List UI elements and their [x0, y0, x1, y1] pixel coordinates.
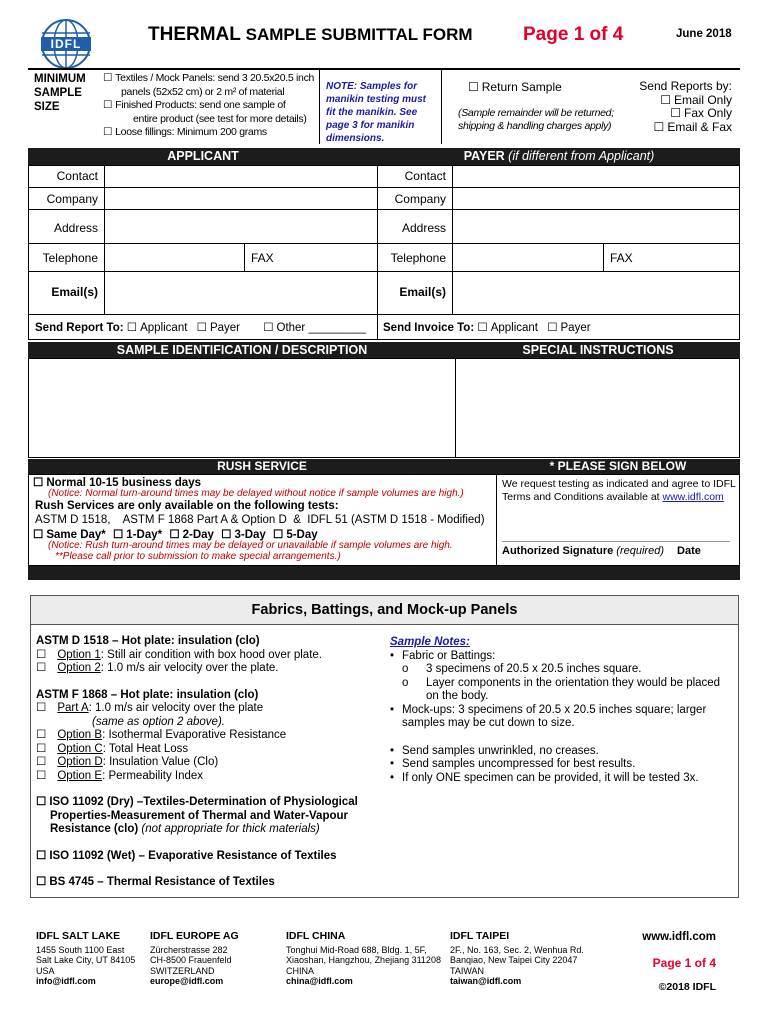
- f1868-optionB[interactable]: [36, 729, 376, 743]
- office-address-2: Salt Lake City, UT 84105: [36, 955, 136, 965]
- iso-wet-label: ISO 11092 (Wet) – Evaporative Resistance of Textiles: [49, 849, 337, 862]
- rush-options: [33, 527, 318, 541]
- office-address-1: Tonghui Mid-Road 688, Bldg. 1, 5F,: [286, 944, 427, 955]
- applicant-fax-label: FAX: [251, 251, 274, 265]
- report-fax-label: Fax Only: [683, 106, 732, 120]
- min-label-3: SIZE: [34, 101, 60, 113]
- send-invoice-applicant[interactable]: [477, 322, 538, 334]
- applicant-address-field[interactable]: [106, 210, 376, 242]
- office-address-1: 1455 South 1100 East: [36, 944, 125, 955]
- office-address-2: Banqiao, New Taipei City 22047: [450, 955, 578, 965]
- send-reports: [620, 80, 732, 134]
- sample-id-field[interactable]: [28, 358, 456, 458]
- optE-text: : Permeability Index: [102, 769, 204, 782]
- signature-required: (required): [616, 545, 664, 557]
- sign-agreement-text: [502, 478, 738, 504]
- optB-label: Option B: [57, 729, 103, 741]
- loose-fillings-checkbox[interactable]: [103, 126, 314, 140]
- return-sample-checkbox[interactable]: [468, 80, 562, 94]
- item3: Loose fillings: Minimum 200 grams: [115, 126, 267, 138]
- applicant-telephone-label: Telephone: [42, 251, 98, 265]
- send-invoice-label: Send Invoice To:: [383, 322, 475, 334]
- finished-products-checkbox[interactable]: [103, 99, 314, 113]
- office-china: [286, 931, 441, 987]
- rush-service-header: RUSH SERVICE: [28, 459, 496, 474]
- footer-website[interactable]: www.idfl.com: [642, 931, 716, 943]
- footer-page-number: Page 1 of 4: [652, 956, 716, 970]
- signature-labels: [502, 545, 701, 557]
- office-address-1: Zürcherstrasse 282: [150, 944, 228, 955]
- office-salt-lake: [36, 931, 135, 987]
- send-report-to: [35, 320, 366, 334]
- si-payer-label: Payer: [560, 322, 591, 334]
- partA-text: : 1.0 m/s air velocity over the plate: [88, 702, 264, 714]
- f1868-optionE[interactable]: [36, 770, 376, 784]
- d1518-opt2-text: : 1.0 m/s air velocity over the plate.: [100, 662, 279, 674]
- d1518-opt2-label: Option 2: [57, 662, 101, 674]
- report-email-label: Email Only: [673, 92, 732, 107]
- sign-text-2: Terms and Conditions available at: [502, 491, 663, 503]
- optD-label: Option D: [57, 756, 103, 768]
- office-country: TAIWAN: [450, 965, 484, 976]
- iso-dry-l3: Resistance (clo): [50, 823, 139, 835]
- footer-copyright: ©2018 IDFL: [658, 981, 716, 993]
- d1518-opt1-label: Option 1: [57, 648, 101, 661]
- rush-only-text: Rush Services are only available on the following tests:: [35, 500, 339, 512]
- sr-other-label: Other _________: [276, 322, 367, 334]
- f1868-optionC[interactable]: [36, 743, 376, 757]
- send-report-other[interactable]: [263, 322, 366, 334]
- payer-contact-field[interactable]: [454, 166, 738, 186]
- rush-5-label: 5-Day: [286, 529, 318, 541]
- form-date: June 2018: [676, 28, 732, 40]
- send-invoice-to: [383, 320, 591, 334]
- office-email[interactable]: europe@idfl.com: [150, 976, 224, 986]
- office-email[interactable]: china@idfl.com: [286, 976, 353, 986]
- office-name: IDFL CHINA: [286, 930, 346, 942]
- send-reports-label: Send Reports by:: [639, 79, 732, 93]
- minimum-sample-size-label: [34, 72, 86, 114]
- payer-contact-label: Contact: [404, 169, 446, 183]
- report-email-fax-label: Email & Fax: [667, 119, 732, 134]
- office-name: IDFL SALT LAKE: [36, 930, 121, 942]
- manikin-note: NOTE: Samples for manikin testing must fit the manikin. See page 3 for manikin dimensions.: [326, 81, 427, 144]
- payer-telephone-label: Telephone: [390, 251, 446, 265]
- optC-label: Option C: [57, 742, 103, 755]
- partA-note: (same as option 2 above).: [92, 715, 225, 728]
- report-option-email[interactable]: [620, 94, 732, 108]
- title-rest: SAMPLE SUBMITTAL FORM: [240, 25, 473, 44]
- f1868-title: ASTM F 1868 – Hot plate: insulation (clo): [36, 688, 259, 701]
- note-unwrinkled: Send samples unwrinkled, no creases.: [402, 744, 599, 757]
- rush-same-label: Same Day*: [46, 529, 106, 541]
- optC-text: : Total Heat Loss: [102, 742, 189, 755]
- optD-text: : Insulation Value (Clo): [102, 756, 219, 768]
- fabrics-title: Fabrics, Battings, and Mock-up Panels: [30, 595, 739, 625]
- signature-date-label: Date: [677, 545, 701, 557]
- header-divider: [28, 68, 740, 70]
- send-report-applicant[interactable]: [127, 322, 188, 334]
- office-name: IDFL TAIPEI: [450, 930, 510, 942]
- payer-address-label: Address: [401, 221, 446, 235]
- applicant-emails-label: Email(s): [51, 285, 98, 299]
- report-option-fax[interactable]: [620, 107, 732, 121]
- rush-call-notice: **Please call prior to submission to make special arrangements.): [55, 551, 341, 562]
- bs4745-label: BS 4745 – Thermal Resistance of Textiles: [49, 876, 275, 888]
- optE-label: Option E: [57, 769, 103, 782]
- office-address-1: 2F., No. 163, Sec. 2, Wenhua Rd.: [450, 944, 584, 955]
- office-country: SWITZERLAND: [150, 965, 215, 976]
- logo-text: IDFL: [50, 37, 82, 51]
- applicant-fax-field[interactable]: [280, 244, 376, 270]
- rush-normal-notice: (Notice: Normal turn-around times may be delayed without notice if sample volumes are high.): [48, 488, 464, 499]
- iso-dry-checkbox[interactable]: [36, 796, 376, 810]
- d1518-title: ASTM D 1518 – Hot plate: insulation (clo): [36, 635, 260, 647]
- iso-wet-checkbox[interactable]: [36, 850, 376, 864]
- payer-address-field[interactable]: [454, 210, 738, 242]
- partA-label: Part A: [57, 702, 89, 714]
- rush-tests-list: ASTM D 1518, ASTM F 1868 Part A & Option D & IDFL 51 (ASTM D 1518 - Modified): [35, 514, 485, 526]
- d1518-option2[interactable]: [36, 662, 376, 676]
- applicant-address-label: Address: [53, 221, 98, 235]
- return-sample-note: (Sample remainder will be returned; shipping & handling charges apply): [458, 107, 614, 132]
- applicant-company-field[interactable]: [106, 188, 376, 208]
- sr-payer-label: Payer: [209, 322, 240, 334]
- test-options-left: [36, 635, 376, 890]
- rush-normal-label: Normal 10-15 business days: [46, 477, 201, 489]
- iso-dry-l1: ISO 11092 (Dry) –Textiles-Determination of Physiological: [49, 796, 358, 808]
- note-fabric-b: Layer components in the orientation they would be placed on the body.: [426, 676, 721, 702]
- send-report-payer[interactable]: [197, 322, 240, 334]
- payer-header-note: (if different from Applicant): [508, 149, 655, 163]
- sign-text-1: We request testing as indicated and agree to IDFL: [502, 478, 736, 490]
- payer-fax-label: FAX: [610, 251, 633, 265]
- sample-notes-title: Sample Notes:: [390, 636, 470, 648]
- title-main: THERMAL: [148, 24, 241, 45]
- applicant-header: APPLICANT: [28, 148, 378, 165]
- item2-l2: entire product (see test for more details): [133, 112, 307, 125]
- app-fax-divider: [244, 243, 245, 271]
- f1868-optionD[interactable]: [36, 756, 376, 770]
- rush-notice: (Notice: Rush turn-around times may be delayed or unavailable if sample volumes are high.: [48, 540, 453, 551]
- textiles-checkbox[interactable]: [103, 72, 314, 86]
- signature-field[interactable]: [502, 528, 730, 542]
- note-uncompressed: Send samples uncompressed for best results.: [402, 758, 636, 770]
- signature-label: Authorized Signature: [502, 545, 614, 557]
- item2-l1: Finished Products: send one sample of: [115, 99, 286, 111]
- office-country: CHINA: [286, 965, 315, 976]
- iso-dry-l2: Properties-Measurement of Thermal and Water-Vapour: [50, 809, 349, 822]
- applicant-contact-label: Contact: [56, 169, 98, 183]
- payer-company-label: Company: [394, 192, 446, 206]
- idfl-logo: [40, 18, 92, 70]
- send-report-label: Send Report To:: [35, 322, 124, 334]
- f1868-partA[interactable]: [36, 702, 376, 716]
- note-fabric-a: 3 specimens of 20.5 x 20.5 inches square.: [426, 663, 642, 675]
- note-mockups: Mock-ups: 3 specimens of 20.5 x 20.5 inches square; larger samples may be cut down to size.: [402, 703, 707, 729]
- idfl-terms-link[interactable]: www.idfl.com: [662, 491, 724, 503]
- section-divider-bar: [28, 566, 740, 580]
- page-number: Page 1 of 4: [523, 24, 624, 45]
- applicant-company-label: Company: [46, 192, 98, 206]
- special-instructions-field[interactable]: [455, 358, 740, 458]
- office-address-2: CH-8500 Frauenfeld: [150, 955, 232, 965]
- office-email[interactable]: taiwan@idfl.com: [450, 976, 522, 986]
- app-row-5: [28, 314, 378, 315]
- office-email[interactable]: info@idfl.com: [36, 976, 96, 986]
- bs4745-checkbox[interactable]: [36, 876, 376, 890]
- applicant-emails-field[interactable]: [106, 272, 376, 313]
- rush-sign-divider: [496, 474, 497, 566]
- applicant-contact-field[interactable]: [106, 166, 376, 186]
- return-sample-label: Return Sample: [481, 80, 562, 94]
- min-label-1: MINIMUM: [34, 73, 86, 85]
- payer-fax-field[interactable]: [640, 244, 738, 270]
- office-name: IDFL EUROPE AG: [150, 930, 239, 942]
- office-address-2: Xiaoshan, Hangzhou, Zhejiang 311208: [286, 955, 441, 965]
- min-label-2: SAMPLE: [34, 87, 82, 99]
- minimum-options: [103, 72, 314, 140]
- rush-2-label: 2-Day: [182, 529, 214, 541]
- payer-header-label: PAYER: [463, 149, 505, 163]
- item1-l2: panels (52x52 cm) or 2 m² of material: [121, 85, 285, 98]
- sr-applicant-label: Applicant: [140, 322, 188, 334]
- optB-text: : Isothermal Evaporative Resistance: [102, 729, 287, 741]
- report-option-email-fax[interactable]: [620, 121, 732, 135]
- sample-notes: Sample Notes: • Fabric or Battings: o 3 specimens of 20.5 x 20.5 inches square. o Layer components in the orientation they would be placed on the body. • Mock-ups: 3 specimens of 20.5 x 20.5 inches square; larger samples may be cut down to size. • Send samples unwrinkled, no creases. • Send samples uncompressed for best results. • If only ONE specimen can be provided, it will be tested 3x.: [390, 636, 730, 785]
- note-one-specimen: If only ONE specimen can be provided, it will be tested 3x.: [402, 771, 699, 784]
- office-taipei: [450, 931, 584, 987]
- payer-telephone-field[interactable]: [454, 244, 602, 270]
- sample-id-header: SAMPLE IDENTIFICATION / DESCRIPTION: [28, 342, 456, 358]
- si-applicant-label: Applicant: [490, 322, 538, 334]
- rush-1-label: 1-Day*: [126, 529, 163, 541]
- pay-fax-divider: [603, 243, 604, 271]
- applicant-telephone-field[interactable]: [106, 244, 242, 270]
- payer-emails-field[interactable]: [454, 272, 738, 313]
- form-title: [148, 24, 473, 46]
- payer-header: [378, 148, 740, 165]
- vdivider-1: [319, 70, 320, 144]
- rush-3-label: 3-Day: [234, 529, 266, 541]
- item1-l1: Textiles / Mock Panels: send 3 20.5x20.5 inch: [115, 72, 315, 84]
- pay-row-5: [377, 314, 740, 315]
- note-fabric: Fabric or Battings:: [402, 649, 496, 662]
- special-instructions-header: SPECIAL INSTRUCTIONS: [456, 342, 740, 358]
- office-europe: [150, 931, 239, 987]
- payer-company-field[interactable]: [454, 188, 738, 208]
- rush-normal-checkbox[interactable]: [33, 475, 201, 489]
- sign-header: * PLEASE SIGN BELOW: [496, 459, 740, 474]
- d1518-option1[interactable]: [36, 649, 376, 663]
- vdivider-2: [441, 70, 442, 144]
- iso-dry-note: (not appropriate for thick materials): [141, 823, 320, 835]
- payer-emails-label: Email(s): [399, 285, 446, 299]
- office-country: USA: [36, 965, 55, 976]
- d1518-opt1-text: : Still air condition with box hood over plate.: [100, 648, 322, 661]
- send-invoice-payer[interactable]: [547, 322, 590, 334]
